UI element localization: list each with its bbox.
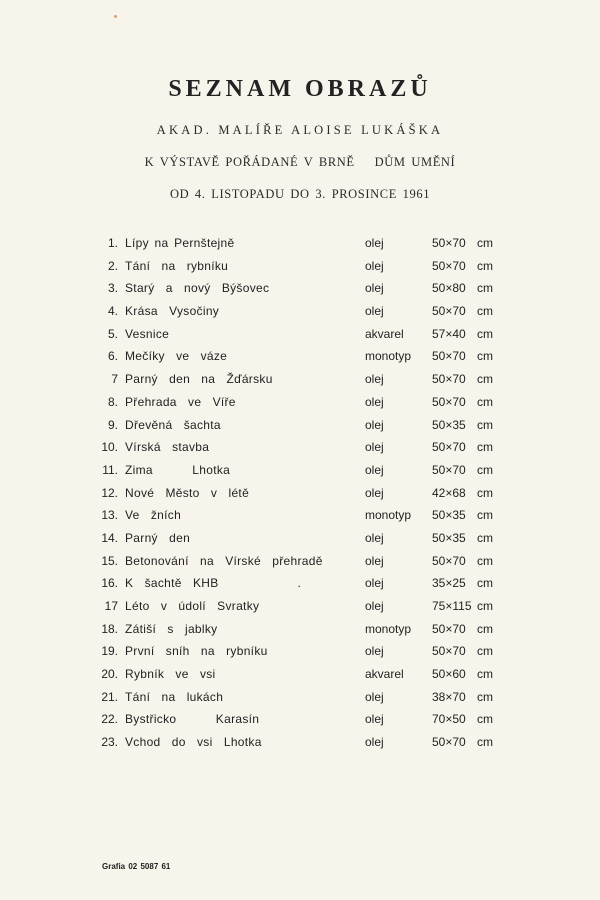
- exhibition-line: [0, 155, 600, 170]
- work-number: 6.: [107, 349, 118, 364]
- list-item: [0, 327, 600, 350]
- list-item: [0, 712, 600, 735]
- list-item: [0, 440, 600, 463]
- work-technique: olej: [365, 304, 384, 319]
- work-size-unit: cm: [477, 440, 493, 455]
- work-size-unit: cm: [477, 667, 493, 682]
- work-technique: olej: [365, 417, 384, 432]
- work-title: Betonování na Vírské přehradě: [125, 553, 323, 568]
- work-technique: olej: [365, 735, 384, 750]
- work-technique: olej: [365, 712, 384, 727]
- work-title: Rybník ve vsi: [125, 667, 216, 682]
- work-size-unit: cm: [477, 394, 493, 409]
- work-title: Starý a nový Býšovec: [125, 281, 270, 296]
- list-item: [0, 395, 600, 418]
- list-item: [0, 463, 600, 486]
- work-title: Parný den na Žďársku: [125, 372, 273, 387]
- work-size-unit: cm: [477, 599, 493, 613]
- list-item: [0, 304, 600, 327]
- work-number: 21.: [101, 689, 118, 704]
- work-title: Mečíky ve váze: [125, 349, 228, 364]
- work-title: K šachtě KHB .: [125, 576, 302, 591]
- work-title: Vchod do vsi Lhotka: [125, 735, 262, 750]
- work-size: 35×25: [432, 576, 466, 591]
- ink-speck: [114, 15, 117, 18]
- work-number: 11.: [102, 462, 118, 477]
- page-title: SEZNAM OBRAZŮ: [168, 76, 432, 102]
- list-item: [0, 735, 600, 758]
- list-item: [0, 690, 600, 713]
- work-number: 5.: [107, 326, 118, 341]
- work-technique: olej: [365, 689, 384, 704]
- exhibition-venue-city: K VÝSTAVĚ POŘÁDANÉ V BRNĚ: [144, 155, 355, 169]
- work-size: 50×70: [432, 304, 466, 319]
- work-number: 2.: [107, 258, 118, 273]
- work-size-unit: cm: [477, 689, 493, 704]
- work-technique: akvarel: [365, 667, 404, 682]
- work-technique: olej: [365, 372, 384, 387]
- work-size: 50×70: [432, 394, 466, 409]
- work-title: Tání na lukách: [125, 689, 224, 704]
- work-title: Tání na rybníku: [125, 258, 229, 273]
- work-size-unit: cm: [477, 236, 493, 250]
- work-size-unit: cm: [477, 326, 493, 341]
- work-size: 50×70: [432, 644, 466, 659]
- work-number: 18.: [101, 621, 118, 636]
- work-size: 50×70: [432, 440, 466, 455]
- work-size: 50×70: [432, 236, 466, 250]
- work-size-unit: cm: [477, 304, 493, 319]
- work-technique: olej: [365, 599, 384, 613]
- work-number: 15.: [101, 553, 118, 568]
- list-item: [0, 667, 600, 690]
- exhibition-venue-name: DŮM UMĚNÍ: [374, 155, 456, 169]
- list-item: [0, 349, 600, 372]
- work-size: 50×70: [432, 372, 466, 387]
- work-size: 50×70: [432, 462, 466, 477]
- work-title: Lípy na Pernštejně: [125, 236, 235, 250]
- list-item: [0, 531, 600, 554]
- printer-imprint: Grafia 02 5087 61: [102, 862, 171, 871]
- work-title: Parný den: [125, 530, 191, 545]
- work-title: Vesnice: [125, 326, 170, 341]
- work-technique: monotyp: [365, 621, 412, 636]
- work-size-unit: cm: [477, 576, 493, 591]
- work-number: 17: [104, 599, 118, 613]
- work-size: 50×70: [432, 258, 466, 273]
- work-size: 42×68: [432, 485, 466, 500]
- work-title: První sníh na rybníku: [125, 644, 268, 659]
- work-title: Dřevěná šachta: [125, 417, 221, 432]
- list-item: [0, 236, 600, 259]
- work-size-unit: cm: [477, 712, 493, 727]
- work-size: 50×70: [432, 735, 466, 750]
- list-item: [0, 486, 600, 509]
- work-size: 50×70: [432, 349, 466, 364]
- work-technique: olej: [365, 553, 384, 568]
- work-technique: olej: [365, 462, 384, 477]
- work-technique: monotyp: [365, 508, 412, 523]
- work-size-unit: cm: [477, 530, 493, 545]
- work-size: 50×80: [432, 281, 466, 296]
- work-size-unit: cm: [477, 485, 493, 500]
- work-title: Zátiší s jablky: [125, 621, 218, 636]
- list-item: [0, 372, 600, 395]
- work-technique: olej: [365, 258, 384, 273]
- work-size: 38×70: [432, 689, 466, 704]
- work-number: 12.: [101, 485, 118, 500]
- list-item: [0, 599, 600, 622]
- work-size-unit: cm: [477, 508, 493, 523]
- work-number: 16.: [101, 576, 118, 591]
- work-size-unit: cm: [477, 417, 493, 432]
- exhibition-dates: OD 4. LISTOPADU DO 3. PROSINCE 1961: [169, 187, 431, 201]
- work-technique: olej: [365, 236, 384, 250]
- work-title: Nové Město v létě: [125, 485, 250, 500]
- work-number: 14.: [101, 530, 118, 545]
- work-title: Zima Lhotka: [125, 462, 231, 477]
- work-size-unit: cm: [477, 281, 493, 296]
- work-technique: olej: [365, 530, 384, 545]
- work-size-unit: cm: [477, 553, 493, 568]
- list-item: [0, 259, 600, 282]
- work-technique: olej: [365, 281, 384, 296]
- work-size-unit: cm: [477, 258, 493, 273]
- work-size: 50×35: [432, 508, 466, 523]
- work-title: Ve žních: [125, 508, 182, 523]
- work-size: 50×35: [432, 530, 466, 545]
- work-technique: olej: [365, 394, 384, 409]
- work-title: Vírská stavba: [125, 440, 210, 455]
- work-title: Přehrada ve Víře: [125, 394, 236, 409]
- list-item: [0, 644, 600, 667]
- work-number: 3.: [107, 281, 118, 296]
- work-number: 22.: [101, 712, 118, 727]
- work-size: 70×50: [432, 712, 466, 727]
- work-technique: olej: [365, 644, 384, 659]
- works-list: [0, 236, 600, 758]
- work-technique: akvarel: [365, 326, 404, 341]
- work-technique: monotyp: [365, 349, 412, 364]
- work-technique: olej: [365, 485, 384, 500]
- work-size-unit: cm: [477, 644, 493, 659]
- work-size: 50×70: [432, 553, 466, 568]
- work-number: 10.: [101, 440, 118, 455]
- work-technique: olej: [365, 576, 384, 591]
- work-title: Krása Vysočiny: [125, 304, 220, 319]
- work-size: 50×70: [432, 621, 466, 636]
- work-number: 9.: [107, 417, 118, 432]
- work-number: 13.: [101, 508, 118, 523]
- work-number: 8.: [107, 394, 118, 409]
- work-size: 57×40: [432, 326, 466, 341]
- work-title: Bystřicko Karasín: [125, 712, 260, 727]
- work-number: 23.: [101, 735, 118, 750]
- artist-line: AKAD. MALÍŘE ALOISE LUKÁŠKA: [156, 123, 444, 137]
- work-size-unit: cm: [477, 462, 493, 477]
- work-size: 75×115: [432, 599, 472, 613]
- list-item: [0, 622, 600, 645]
- work-number: 7: [111, 372, 118, 387]
- list-item: [0, 508, 600, 531]
- list-item: [0, 418, 600, 441]
- work-size-unit: cm: [477, 735, 493, 750]
- work-number: 1.: [107, 236, 118, 250]
- list-item: [0, 554, 600, 577]
- work-size-unit: cm: [477, 621, 493, 636]
- work-number: 4.: [107, 304, 118, 319]
- work-number: 20.: [101, 667, 118, 682]
- work-size: 50×60: [432, 667, 466, 682]
- list-item: [0, 576, 600, 599]
- work-technique: olej: [365, 440, 384, 455]
- list-item: [0, 281, 600, 304]
- work-title: Léto v údolí Svratky: [125, 599, 260, 613]
- work-number: 19.: [101, 644, 118, 659]
- work-size-unit: cm: [477, 372, 493, 387]
- work-size: 50×35: [432, 417, 466, 432]
- work-size-unit: cm: [477, 349, 493, 364]
